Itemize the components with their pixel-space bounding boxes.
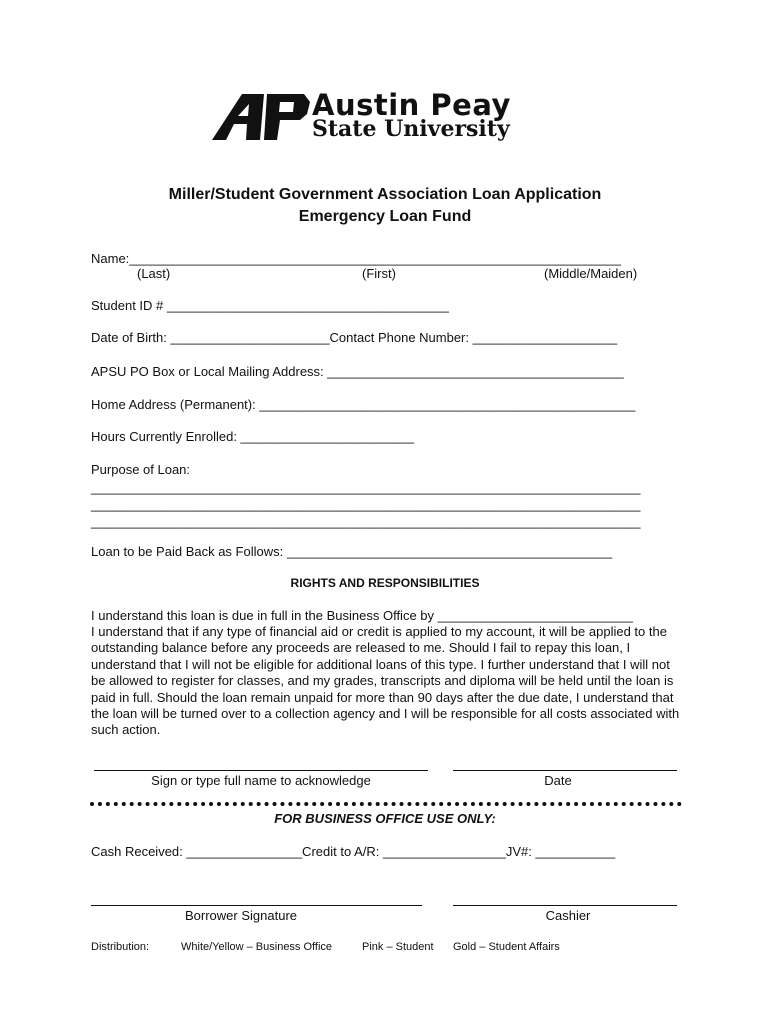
sign-label: Sign or type full name to acknowledge	[151, 773, 371, 788]
cashier-line[interactable]	[453, 905, 677, 906]
distribution-gold: Gold – Student Affairs	[453, 941, 560, 953]
section-divider	[90, 802, 682, 806]
university-logo	[212, 88, 558, 144]
name-first-caption: (First)	[362, 266, 396, 281]
name-field[interactable]: Name:____________________________________________________________________	[91, 251, 621, 266]
mailing-address-field[interactable]: APSU PO Box or Local Mailing Address: _________________________________________	[91, 364, 624, 379]
purpose-label: Purpose of Loan:	[91, 462, 191, 477]
date-label: Date	[544, 773, 572, 788]
purpose-line[interactable]: ____________________________________________________________________________	[91, 480, 641, 495]
office-heading: FOR BUSINESS OFFICE USE ONLY:	[274, 811, 496, 826]
distribution-label: Distribution:	[91, 941, 150, 953]
payback-field[interactable]: Loan to be Paid Back as Follows: _____________________________________________	[91, 544, 613, 559]
distribution-pink: Pink – Student	[362, 941, 434, 953]
name-last-caption: (Last)	[137, 266, 171, 281]
distribution-white: White/Yellow – Business Office	[181, 941, 333, 953]
logo-wordmark-bottom: State University	[312, 116, 510, 142]
borrower-signature-label: Borrower Signature	[185, 908, 297, 923]
home-address-field[interactable]: Home Address (Permanent): ____________________________________________________	[91, 397, 636, 412]
name-middle-caption: (Middle/Maiden)	[544, 266, 638, 281]
signature-line[interactable]	[94, 770, 428, 771]
date-line[interactable]	[453, 770, 677, 771]
due-date-field[interactable]: I understand this loan is due in full in the Business Office by ___________________________	[91, 608, 633, 623]
ap-monogram-icon	[212, 92, 312, 144]
form-title: Miller/Student Government Association Loan Application	[168, 186, 602, 203]
logo-wordmark-top: Austin Peay	[312, 88, 511, 122]
rights-paragraph: I understand that if any type of financial aid or credit is applied to my account, it will be applied to the outstanding balance before any proceeds are released to me. Should I fail to repay this loan, I understand that I will not be eligible for additional loans of this type. I further understand that I will not be allowed to register for classes, and my grades, transcripts and diploma will be held until the loan is paid in full. Should the loan remain unpaid for more than 90 days after the due date, I understand that the loan will be turned over to a collection agency and I will be responsible for all costs associated with such action.	[91, 624, 680, 738]
purpose-line[interactable]: ____________________________________________________________________________	[91, 514, 641, 529]
cashier-label: Cashier	[545, 908, 591, 923]
rights-heading: RIGHTS AND RESPONSIBILITIES	[290, 576, 480, 590]
form-subtitle: Emergency Loan Fund	[298, 208, 472, 225]
borrower-signature-line[interactable]	[91, 905, 422, 906]
purpose-line[interactable]: ____________________________________________________________________________	[91, 497, 641, 512]
hours-enrolled-field[interactable]: Hours Currently Enrolled: ________________________	[91, 429, 415, 444]
student-id-field[interactable]: Student ID # _______________________________________	[91, 298, 449, 313]
dob-phone-field[interactable]: Date of Birth: ______________________Contact Phone Number: ____________________	[91, 330, 618, 345]
cash-credit-jv-field[interactable]: Cash Received: ________________Credit to A/R: _________________JV#: ___________	[91, 844, 616, 859]
